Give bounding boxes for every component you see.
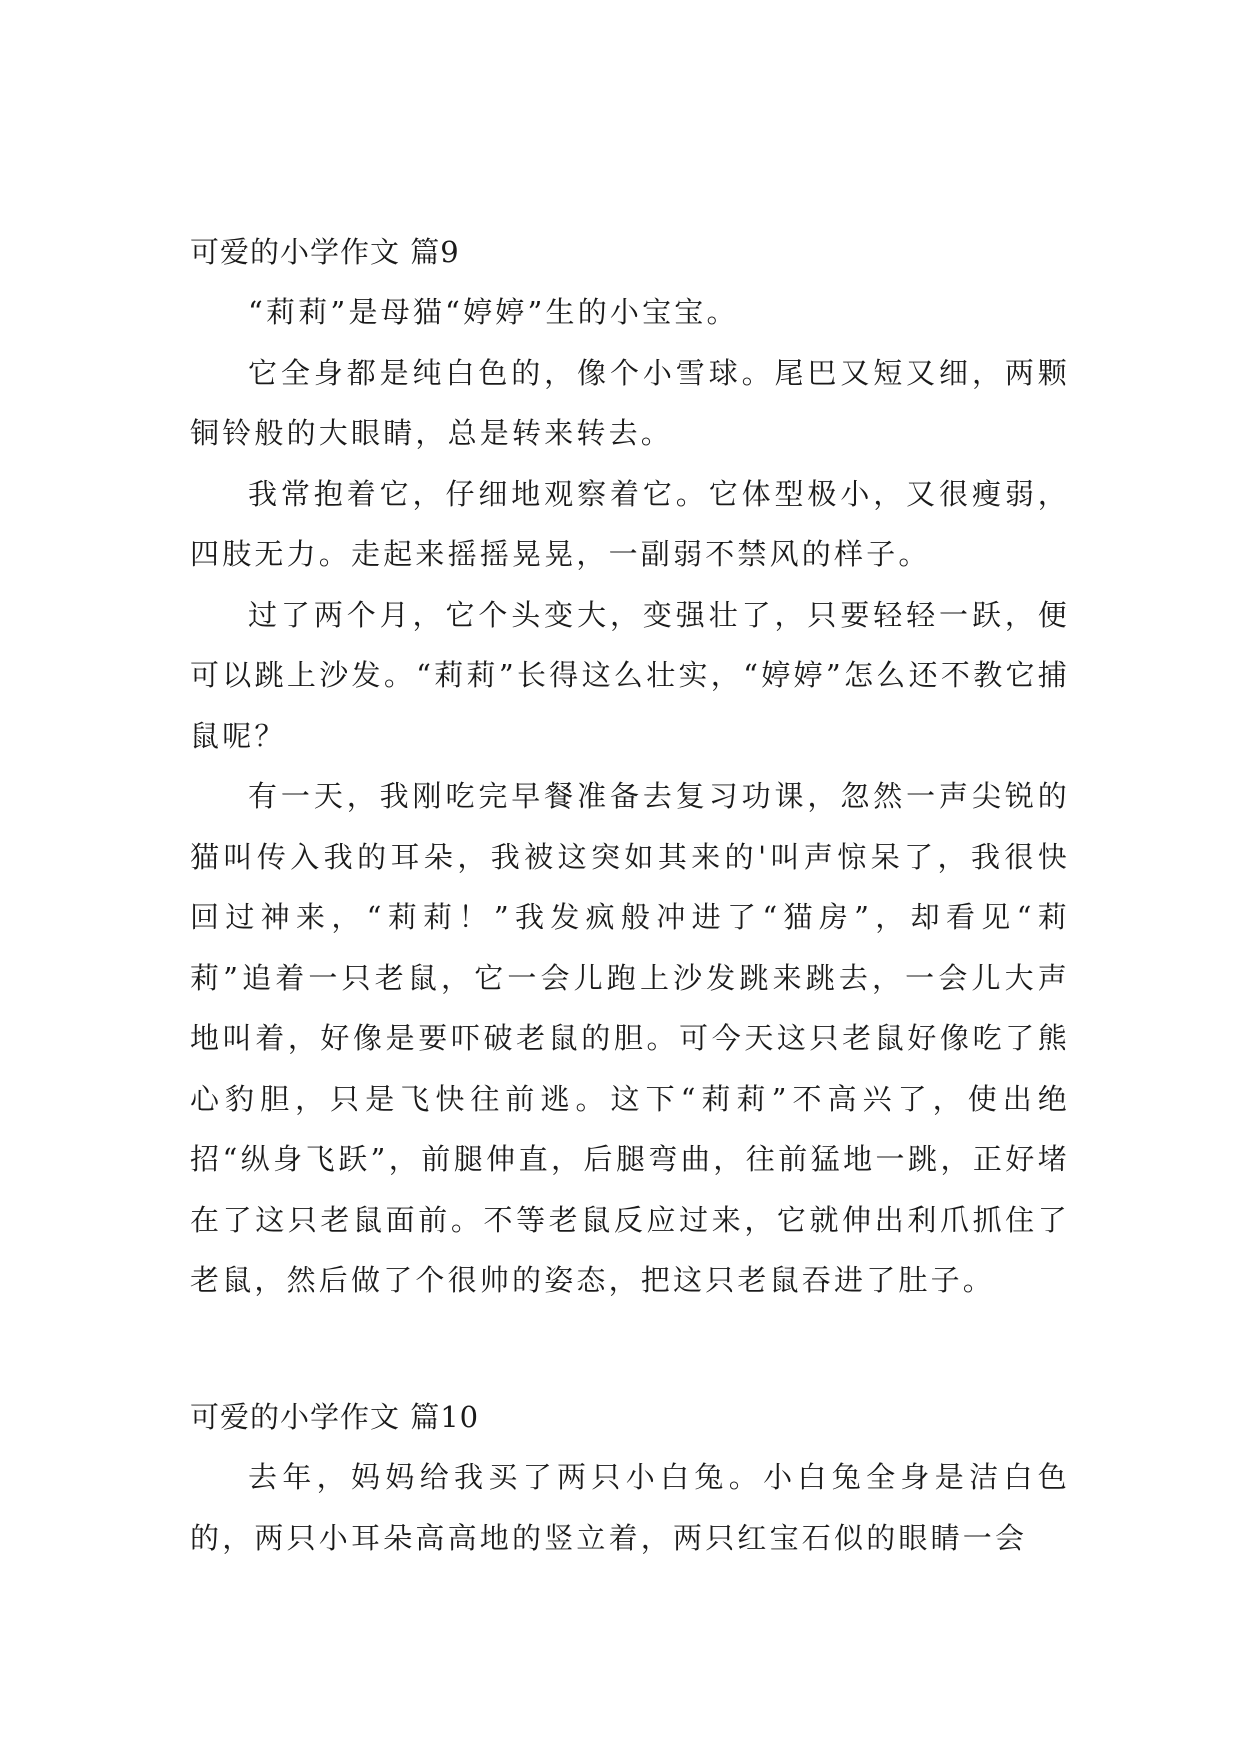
essay-section [190, 222, 1070, 1311]
essay-section [190, 1387, 1070, 1568]
essay-paragraph: 我常抱着它，仔细地观察着它。它体型极小，又很瘦弱，四肢无力。走起来摇摇晃晃，一副弱不禁风的样子。 [190, 476, 1070, 571]
essay-title: 可爱的小学作文 篇9 [190, 235, 460, 269]
essay-title: 可爱的小学作文 篇10 [190, 1400, 480, 1434]
essay-paragraph: 它全身都是纯白色的，像个小雪球。尾巴又短又细，两颗铜铃般的大眼睛，总是转来转去。 [190, 355, 1070, 450]
essay-paragraph: 有一天，我刚吃完早餐准备去复习功课，忽然一声尖锐的猫叫传入我的耳朵，我被这突如其来的'叫声惊呆了，我很快回过神来，“莉莉！”我发疯般冲进了“猫房”，却看见“莉莉”追着一只老鼠，它一会儿跑上沙发跳来跳去，一会儿大声地叫着，好像是要吓破老鼠的胆。可今天这只老鼠好像吃了熊心豹胆，只是飞快往前逃。这下“莉莉”不高兴了，使出绝招“纵身飞跃”，前腿伸直，后腿弯曲，往前猛地一跳，正好堵在了这只老鼠面前。不等老鼠反应过来，它就伸出利爪抓住了老鼠，然后做了个很帅的姿态，把这只老鼠吞进了肚子。 [190, 779, 1070, 1297]
essay-paragraph: 过了两个月，它个头变大，变强壮了，只要轻轻一跃，便可以跳上沙发。“莉莉”长得这么壮实，“婷婷”怎么还不教它捕鼠呢？ [190, 597, 1070, 753]
essay-paragraph: 去年，妈妈给我买了两只小白兔。小白兔全身是洁白色的，两只小耳朵高高地的竖立着，两只红宝石似的眼睛一会 [190, 1460, 1070, 1555]
essay-paragraph: “莉莉”是母猫“婷婷”生的小宝宝。 [248, 295, 739, 329]
